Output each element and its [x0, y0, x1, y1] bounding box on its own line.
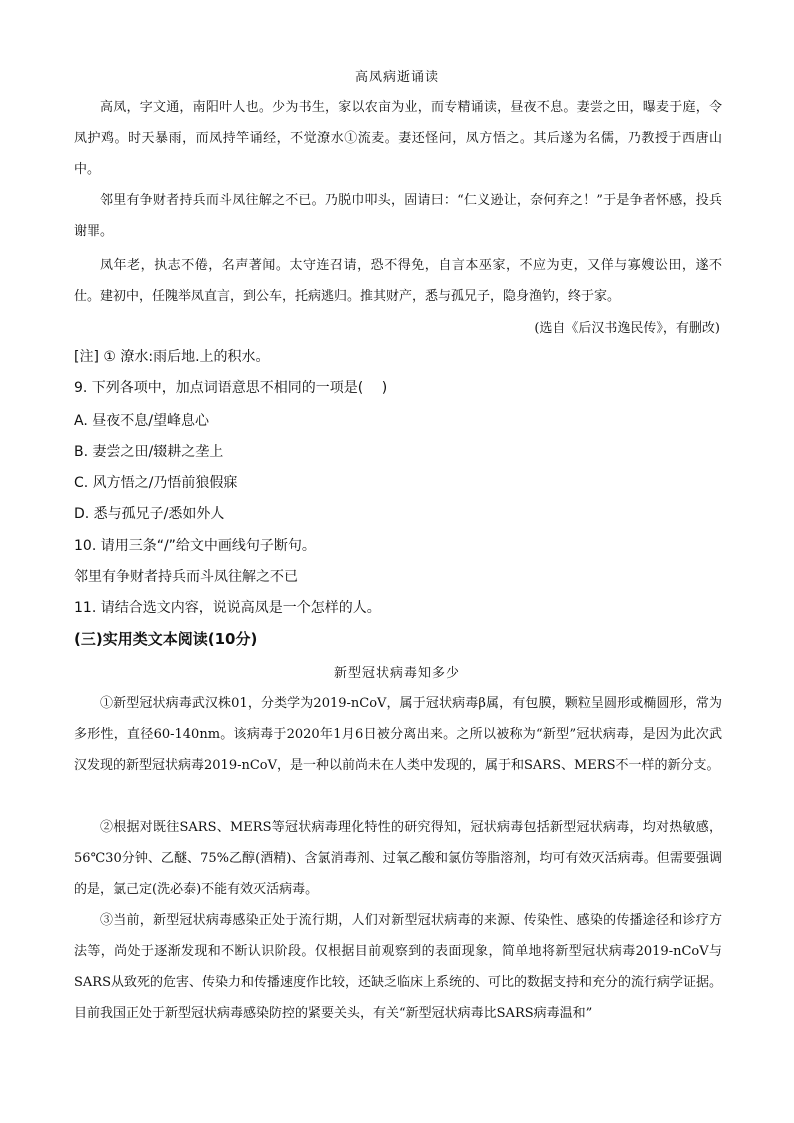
question-11-stem: 11. 请结合选文内容，说说高凤是一个怎样的人。: [74, 600, 381, 616]
passage-paragraph-2: 邻里有争财者持兵而斗凤往解之不已。乃脱巾叩头，固请曰：“仁义逊让，奈何弃之！”于是争者怀感，投兵谢罪。: [74, 193, 722, 239]
question-9-option-a: A. 昼夜不息/望峰息心: [74, 413, 209, 429]
section-heading: (三)实用类文本阅读(10分): [74, 630, 258, 648]
question-9-option-d: D. 悉与孤兄子/悉如外人: [74, 506, 225, 522]
passage-paragraph-3: 凤年老，执志不倦，名声著闻。太守连召请，恐不得免，自言本巫家，不应为吏，又佯与寡嫂讼田，遂不仕。建初中，任隗举凤直言，到公车，托病逃归。推其财产，悉与孤兄子，隐身渔钓，终于家。: [74, 258, 722, 304]
question-10-stem: 10. 请用三条“/”给文中画线句子断句。: [74, 538, 316, 554]
question-10-sentence: 邻里有争财者持兵而斗凤往解之不已: [74, 569, 298, 585]
article-paragraph-1: ①新型冠状病毒武汉株01，分类学为2019-nCoV，属于冠状病毒β属，有包膜，颗粒呈圆形或椭圆形，常为多形性，直径60-140nm。该病毒于2020年1月6日被分离出来。之所以被称为“新型”冠状病毒，是因为此次武汉发现的新型冠状病毒2019-nCoV，是一种以前尚未在人类中发现的，属于和SARS、MERS不一样的新分支。: [74, 696, 722, 773]
passage-source: (选自《后汉书逸民传》，有删改): [534, 321, 720, 336]
article-title: 新型冠状病毒知多少: [333, 666, 460, 681]
article-paragraph-3: ③当前，新型冠状病毒感染正处于流行期，人们对新型冠状病毒的来源、传染性、感染的传播途径和诊疗方法等，尚处于逐渐发现和不断认识阶段。仅根据目前观察到的表面现象，简单地将新型冠状病毒2019-nCoV与SARS从致死的危害、传染力和传播速度作比较，还缺乏临床上系统的、可比的数据支持和充分的流行病学证据。目前我国正处于新型冠状病毒感染防控的紧要关头，有关“新型冠状病毒比SARS病毒温和”: [74, 913, 722, 1021]
annotation-note: [注] ① 潦水:雨后地.上的积水。: [74, 349, 270, 365]
question-9-option-c: C. 风方悟之/乃悟前狼假寐: [74, 475, 238, 491]
passage-paragraph-1: 高凤，字文通，南阳叶人也。少为书生，家以农亩为业，而专精诵读，昼夜不息。妻尝之田，曝麦于庭，令凤护鸡。时天暴雨，而凤持竿诵经，不觉潦水①流麦。妻还怪问，凤方悟之。其后遂为名儒，乃教授于西唐山中。: [74, 100, 722, 177]
question-9-stem: 9. 下列各项中，加点词语意思不相同的一项是( ): [74, 380, 388, 396]
question-9-option-b: B. 妻尝之田/辍耕之垄上: [74, 444, 224, 460]
passage-title: 高凤病逝诵读: [354, 70, 439, 85]
article-paragraph-2: ②根据对既往SARS、MERS等冠状病毒理化特性的研究得知，冠状病毒包括新型冠状病毒，均对热敏感，56℃30分钟、乙醚、75%乙醇(酒精)、含氯消毒剂、过氧乙酸和氯仿等脂溶剂，均可有效灭活病毒。但需要强调的是，氯己定(洗必泰)不能有效灭活病毒。: [74, 820, 722, 897]
